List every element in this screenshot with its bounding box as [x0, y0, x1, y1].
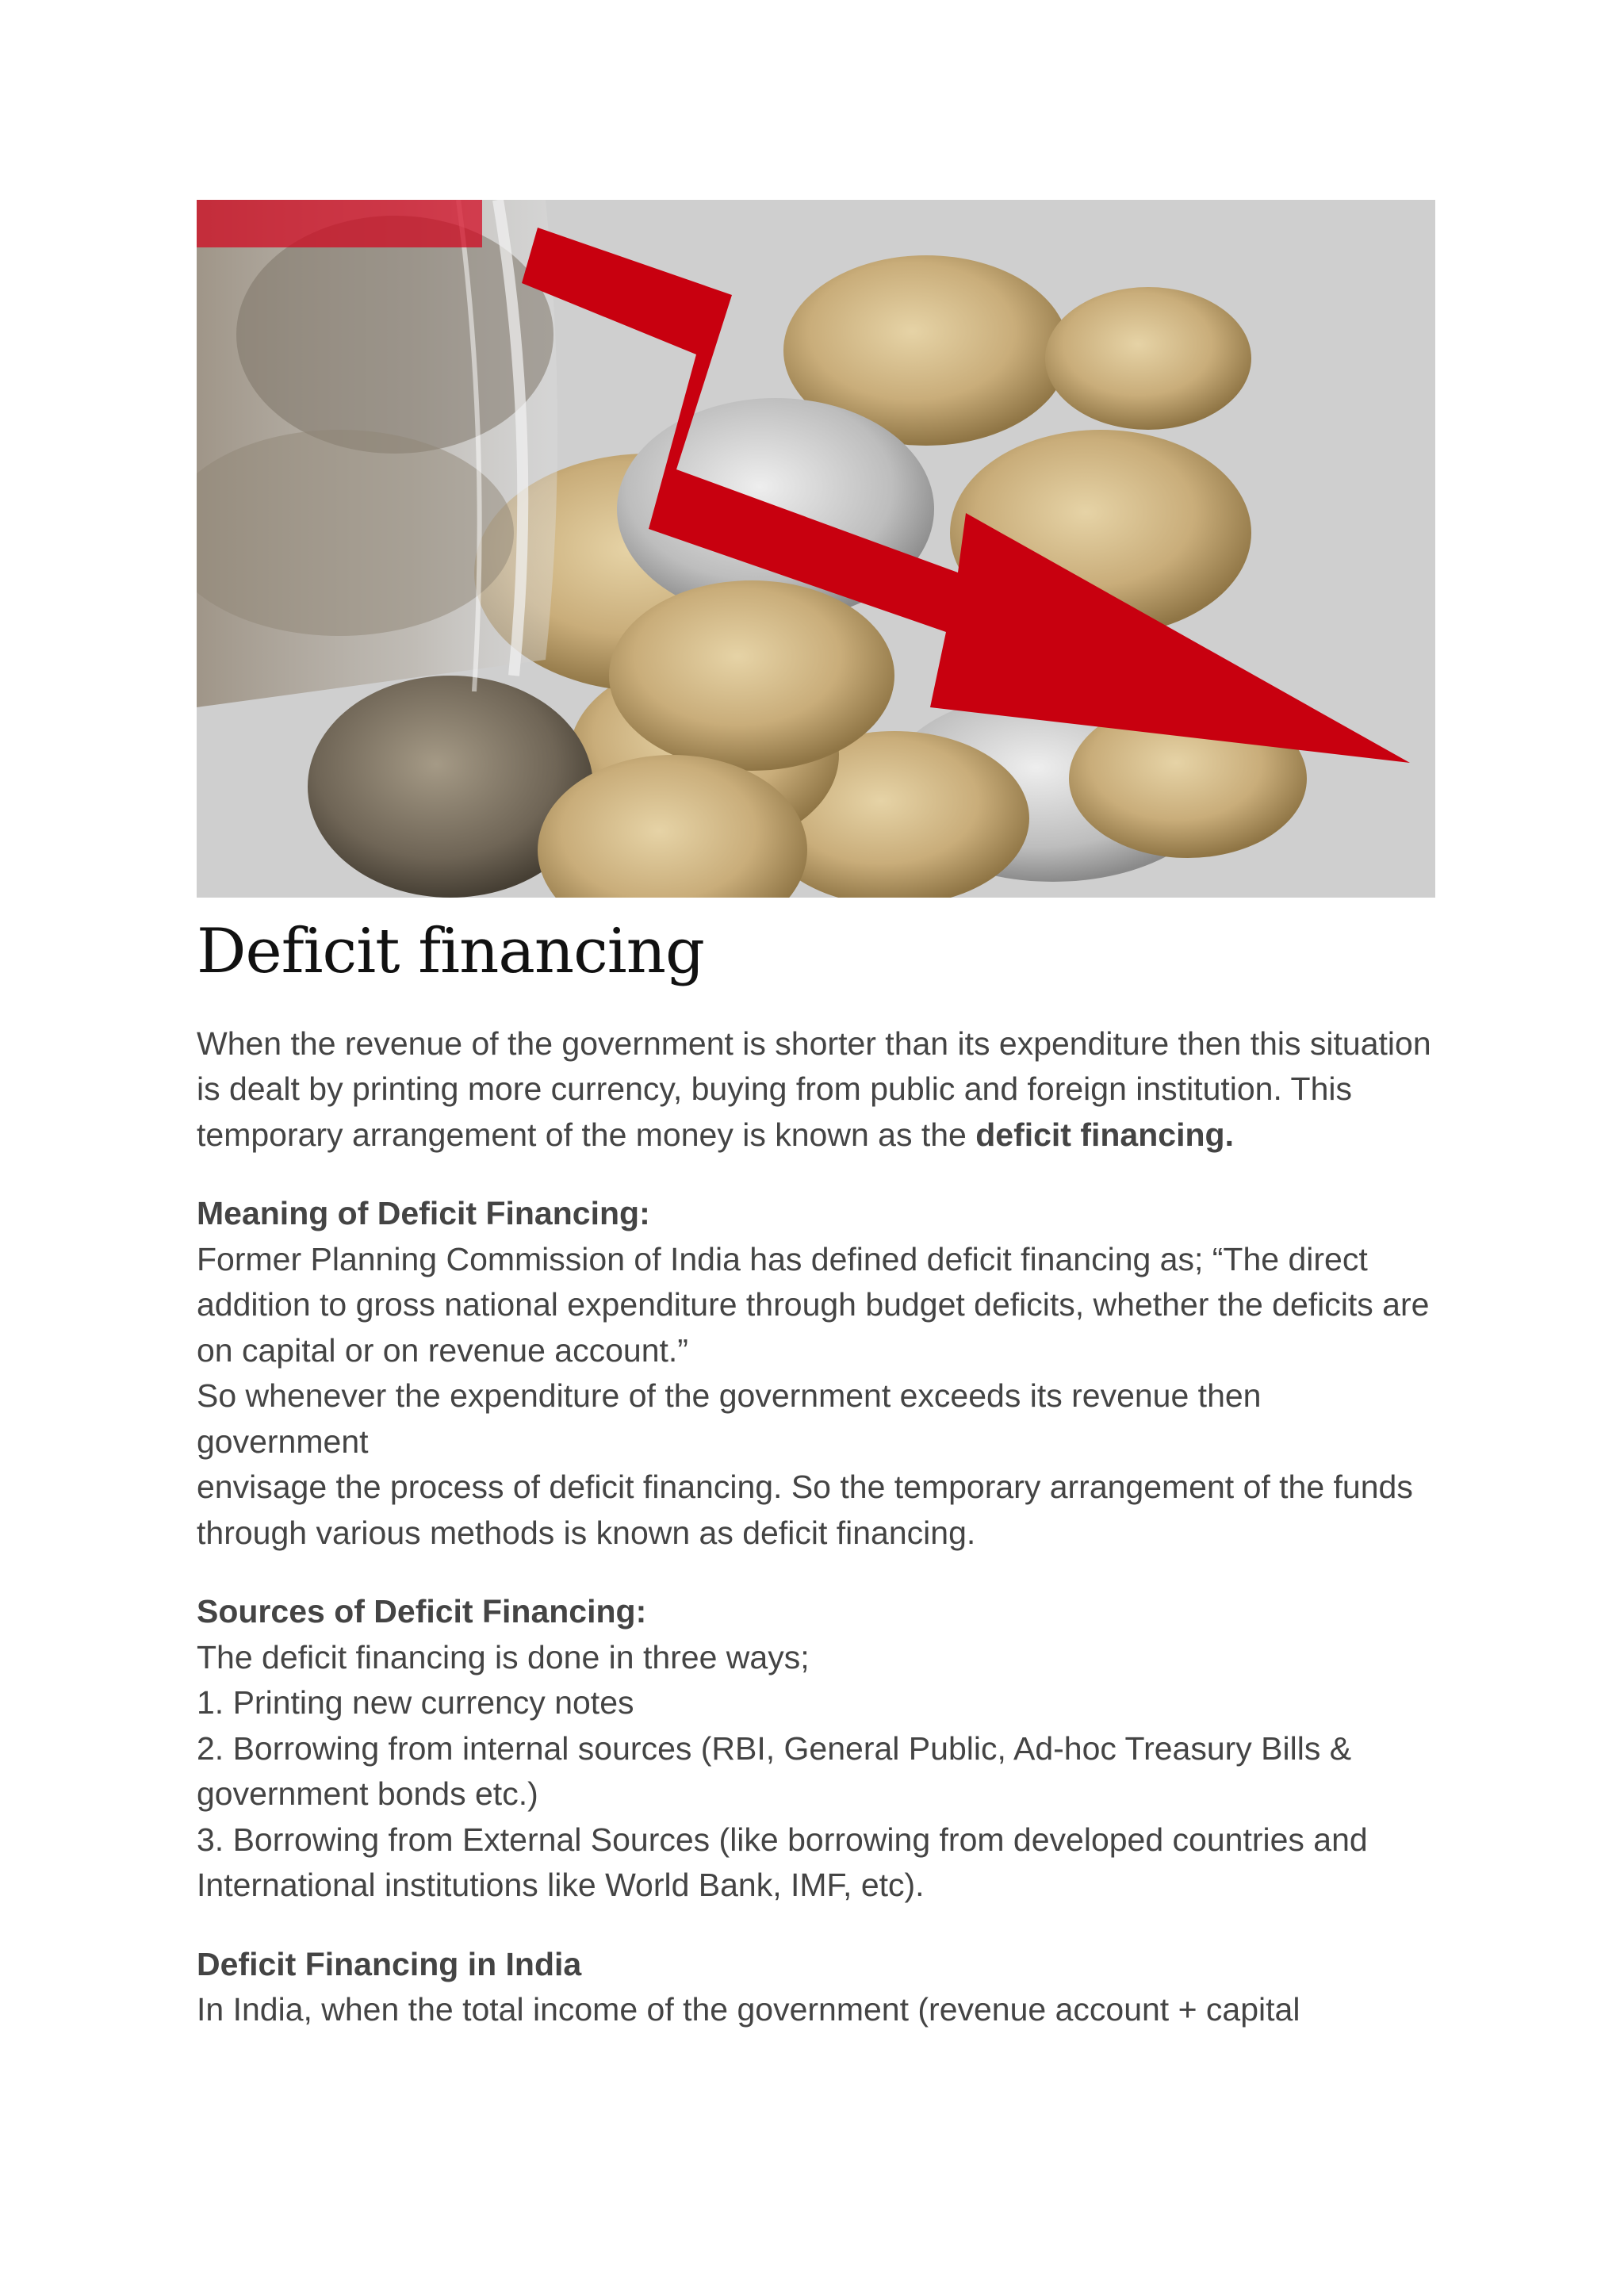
intro-text: When the revenue of the government is shorter than its expenditure then this situation is dealt by printing more currency, buying from public and foreign institution. This temporary arrangement of the money is known as the	[197, 1024, 1431, 1153]
sources-section	[197, 1589, 1434, 1909]
hero-image-coins-down-arrow	[197, 200, 1435, 898]
india-section	[197, 1942, 1434, 2033]
article	[197, 200, 1434, 2033]
meaning-line-2: So whenever the expenditure of the government exceeds its revenue then government	[197, 1377, 1262, 1460]
meaning-definition: Former Planning Commission of India has defined deficit financing as; “The direct addition to gross national expenditure through budget deficits, whether the deficits are on capital or on revenue account.”	[197, 1240, 1430, 1369]
intro-paragraph	[197, 1021, 1434, 1158]
coins-down-arrow-icon	[197, 200, 1435, 898]
sources-heading: Sources of Deficit Financing:	[197, 1593, 647, 1630]
meaning-line-3: envisage the process of deficit financing. So the temporary arrangement of the funds through various methods is known as deficit financing.	[197, 1469, 1413, 1551]
meaning-heading: Meaning of Deficit Financing:	[197, 1195, 650, 1232]
india-text: In India, when the total income of the government (revenue account + capital	[197, 1991, 1300, 2028]
sources-lead: The deficit financing is done in three ways;	[197, 1638, 810, 1676]
india-heading: Deficit Financing in India	[197, 1945, 582, 1982]
meaning-section	[197, 1191, 1434, 1556]
page-title: Deficit financing	[197, 916, 704, 987]
intro-bold-term: deficit financing.	[975, 1116, 1234, 1153]
list-item: 3. Borrowing from External Sources (like borrowing from developed countries and International institutions like World Bank, IMF, etc).	[197, 1821, 1368, 1904]
list-item: 2. Borrowing from internal sources (RBI, General Public, Ad-hoc Treasury Bills & government bonds etc.)	[197, 1729, 1352, 1813]
list-item: 1. Printing new currency notes	[197, 1684, 634, 1721]
